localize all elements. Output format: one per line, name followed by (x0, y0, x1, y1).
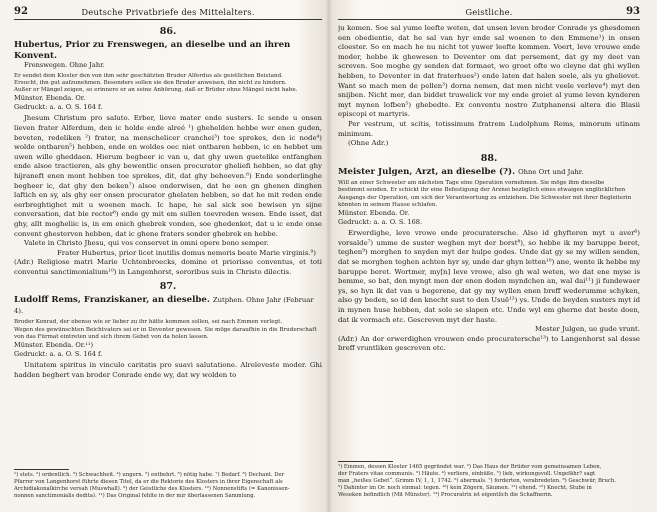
section-86-place-date: Frenswegen. Ohne Jahr. (24, 61, 105, 69)
section-86-regest (14, 73, 322, 95)
footnote-line: Pfarrer von Langenhorst führte diesen Titel, da er die Rektorie des Klosters in ihrer Eigenschaft als (14, 478, 283, 485)
right-running-head (338, 6, 640, 20)
letter-paragraph: Unitatem spiritus in vinculo caritatis pro suavi salutatione. Alreleveste moder. Ghi hadden beghert van broder Conrade ende wy, dat wy wolden to (14, 361, 322, 379)
footnote-line: ¹) stets. ²) ordentlich. ³) Schwachheit. ⁴) ungern. ⁵) entbehrt. ⁶) nötig habe. ⁷) Bedarf. ⁸) Dechant. Der (14, 472, 285, 478)
right-running-title: Geistliche. (465, 7, 513, 17)
right-footnote-rule (338, 461, 393, 462)
regest-line: Er sendet dem Kloster den von ihm sehr geschätzten Bruder Alferdus als geistlichen Beistand. (14, 72, 283, 79)
letter-paragraph: Per vestrum, ut scitis, totissimum fratrem Ludolphum Rems, minorum utinam minimum. (338, 119, 640, 138)
right-head-rule (338, 19, 640, 20)
section-87-title-text: Ludolff Rems, Franziskaner, an dieselbe. (14, 295, 210, 306)
regest-line: Wegen des gewünschten Beichtvaters sei er in Deventer gewesen. Sie möge daraufhin in die Bruderschaft (14, 326, 317, 333)
section-87-place-date: Zutphen. Ohne Jahr (Februar 4). (14, 296, 314, 315)
section-87-title (14, 295, 322, 316)
section-88-place-date: Ohne Ort und Jahr. (518, 167, 584, 176)
section-87-source: Münster. Ebenda. Or.¹¹) (14, 341, 94, 350)
letter-paragraph: Jhesum Christum pro saluto. Erber, lieve mater ende susters. Ic sende u onsen lieven frater Alferdum, den ic holde ende alreé ¹) ghehelden hebbe wer enen guden, beveten, redeliken ²) frater, na menschelicer cranchei³) toe sprekes, den ic node⁴) wolde ontbaren⁵) hebben, ende en woldes oec niet ontbaren hebben, ic en hebbet um uwen wille gheddaen. Hierum begheer ic van u, dat ghy uwen guetelike entfanghen ende alsoe tractieren, als ghy bewentlic onsen procurator gheliefi hebben, so dat ghy hijraneft enen mont hebben toe sprekes, dit, dat ghy behoeven.⁶) Ende sonderlinghe begheer ic, dat ghy den beken⁷) alsoe onderwisen, dat he een gn ghenen dinghen laftich en sy, als ghy eer onsen procurator ghelaten hebben, so dat he mit reden ende eerbreghtighet mit u woenen mach. Ic hape, he sal sick soe bewisen yn sijne conversation, dat bie rector⁸) ende gy mit em sullen toevreden wesen. Ende isset, dat ghy, allt mogheliic is, in em enich ghebrek vonden, soe ghedenket, dat u ic ende onse convent ghesterven hebben, dat ic ghene fraters sonder ghebrek en hebbe. (14, 114, 322, 238)
section-87-regest (14, 319, 322, 341)
footnote-line: Weseken befindlich (Mit Münster). ¹³) Procuratrix ist eigentlich die Schaffnerin. (338, 491, 553, 498)
footnote-line: man „heißes Gebet“. Grimm IV, 1, 1, 1742. ⁶) abermals. ⁷) forderten, verabredeten. ⁸) Geschwür, Bruch. (338, 477, 616, 484)
section-86-print: Gedruckt: a. a. O. S. 164 f. (14, 102, 103, 111)
footnote-line: ⁹) Dahinter im Or. noch einmal: tegen. ¹⁰) kein Zögern, Säumen. ¹¹) ehend. ¹²) Knecht, Stube in (338, 484, 592, 491)
section-86-number: 86. (159, 26, 177, 37)
section-86 (14, 26, 322, 380)
section-86-letter (14, 114, 322, 277)
left-footnote-rule (14, 469, 69, 470)
regest-line: Will an einer Schwester am nächsten Tage eine Operation vornehmen. Sie möge ihm dieselbe (338, 180, 605, 187)
left-head-rule (14, 19, 322, 20)
regest-line: könnten in seinem Hause schlafen. (338, 201, 438, 208)
left-page-number: 92 (14, 6, 28, 17)
letter-signature: Frater Hubertus, prior licet inutilis domus nemoris beate Marie virginis.⁹) (57, 248, 316, 257)
footnote-line: nonnen sanctimonialis dedita). ¹¹) Das Original fehlte in der mir überlassenen Sammlung. (14, 492, 256, 499)
regest-line: von das Fürmat eintreten und sich ihrem Gebet von da holen lassen. (14, 333, 209, 340)
section-87-print: Gedruckt: a. a. O. S. 164 f. (14, 349, 103, 358)
section-88-regest (338, 180, 640, 209)
letter-address: (Ohne Adr.) (348, 139, 389, 148)
left-footnotes (14, 472, 322, 500)
regest-line: Außer er Mängel zeigen, so erinnere er an seine Anhörung, daß er Brüder ohne Mängel nicht habe. (14, 87, 298, 93)
right-footnotes (338, 464, 640, 499)
section-88-print: Gedruckt: a. a. O. S. 168. (338, 217, 423, 226)
footnote-line: ¹) Emmen, dessen Kloster 1465 gegründet war. ²) Das Haus der Brüder vom gemeinsamen Leben, (338, 464, 602, 470)
letter-address: (Adr.) Religiose matri Marie Uchtenbroecks, domine et priorisse conventus, et toti conventui sanctimonialium¹⁰) in Langenhorst, sororibus suis in Christo dilectis. (14, 258, 322, 276)
letter-address: (Adr.) An der erwerdighen vrouwen ende procuratersche¹³) to Langenhorst sal desse breff vruntliken gescreven etc. (338, 334, 640, 353)
section-88-number: 88. (480, 152, 498, 164)
section-87-continuation (338, 24, 640, 149)
left-page (14, 0, 322, 512)
right-page-number: 93 (626, 6, 640, 17)
section-87-number: 87. (159, 281, 177, 293)
left-running-head (14, 6, 322, 20)
footnote-line: Archidiakonalkirche versah (Muswhall). ⁹) der Geistliche des Klosters. ¹⁰) Nonnenstifts (= Kanonissen- (14, 485, 290, 492)
regest-line: Bruder Konrad, der ebenso wie er lieber zu ihr hätte kommen sollen, sei nach Emmen verlegt. (14, 319, 283, 326)
letter-paragraph: Erwerdighe, leve vrowe ende procuratersche. Also id ghyfteren myt u aver⁶) vorsalde⁷) umme de suster weghen myt der borst⁸), so hebbe ik my baruppe beret, teghen⁹) morghen to snyden myt der hulpe godes. Unde dat gy se my willen senden, dat se morghen teghen achten hyr sy, unde dar ghyn letten¹⁰) ane, wente ik hebbe my baruppe beret. Wortmer, my[n] leve vrowe, also gh wal weten, wo dat ene myse is bemme, so bat, den myngt men der enen doden myndchen an, wal dai¹¹) ji fundewaer ys, so hyn ik dat van u begerene, dat gy my wyllen enen breff wederumme schyken, also gy beden, so id den knecht sust to den Usuë¹²) ys. Unde de beyden susters myt id in mynen huse hebben, dat sole se slapen etc. Unde wyl em gherne dat beste doen, dat ik vormach etc. Gescreven myt der haste. (338, 229, 640, 324)
left-running-title: Deutsche Privatbriefe des Mittelalters. (81, 7, 255, 17)
regest-line: Ausgangs der Operation, um sich der Verantwortung zu entziehen. Die Schwester mit ihrer Begleiterin (338, 194, 632, 201)
right-content (338, 24, 640, 354)
letter-signature: Mester Julgen, ue gude vrunt. (535, 325, 640, 334)
footnote-line: der Fraters vitae communis. ³) Häute. ⁴) verliere, einbüße. ⁵) lieb, wirkungsvoll. Ungefähr? sagt (338, 470, 596, 477)
right-page (338, 0, 640, 512)
section-86-source: Münster. Ebenda. Or. (14, 94, 86, 103)
section-88-letter (338, 229, 640, 354)
regest-line: Ersucht, ihn gut aufzunehmen. Besonders sollen sie den Bruder anweisen, ihn nicht zu hindern. (14, 79, 287, 86)
section-88-source: Münster. Ebenda. Or. (338, 209, 410, 218)
section-86-title: Hubertus, Prior zu Frenswegen, an dieselbe und an ihren Konvent. (14, 40, 291, 61)
letter-paragraph: ju komen. Soe sal yume leefte weten, dat unsen leven broder Conrade ys ghesdomen een obedientie, dat he sal van hyr ende sal woenen to den Emmene¹) in onsen cloester. So en mach he nu nicht tot yuwer leefte kommen. Voert, leve vrouwe ende moder, hebbe ik ghewesen to Deventer om dat persement, dat gy my deet van screven. Soe moghe gy senden dat formaet, wo groet ofte wo cleyne dat ghi wyllen hebben, to Deventer in dat fraterhues²) ende laten dat halen soele, als yu ghelievet. Want so mach men de pellen³) dorna nemen, dat men nicht veele verleve⁴) myt den snijben. Nicht mer, dan biddet truwelick vor my ende groiet al yume leven kynderen myt mynen lofben⁵) ghebedte. Ex conventu nostro Zutphanensi altera die Blasii episcopi et martyris. (338, 24, 640, 119)
section-88-title (338, 167, 640, 178)
section-87-letter (14, 361, 322, 380)
regest-line: bestimmt senden. Er schickt ihr eine Befestigung der Arznei bezüglich eines etwaigen unglücklichen (338, 187, 626, 194)
letter-paragraph: Valete in Christo Jhesu, qui vos conservet in omni opere bono semper. (24, 239, 269, 248)
section-88-title-text: Meister Julgen, Arzt, an dieselbe (?). (338, 166, 516, 177)
